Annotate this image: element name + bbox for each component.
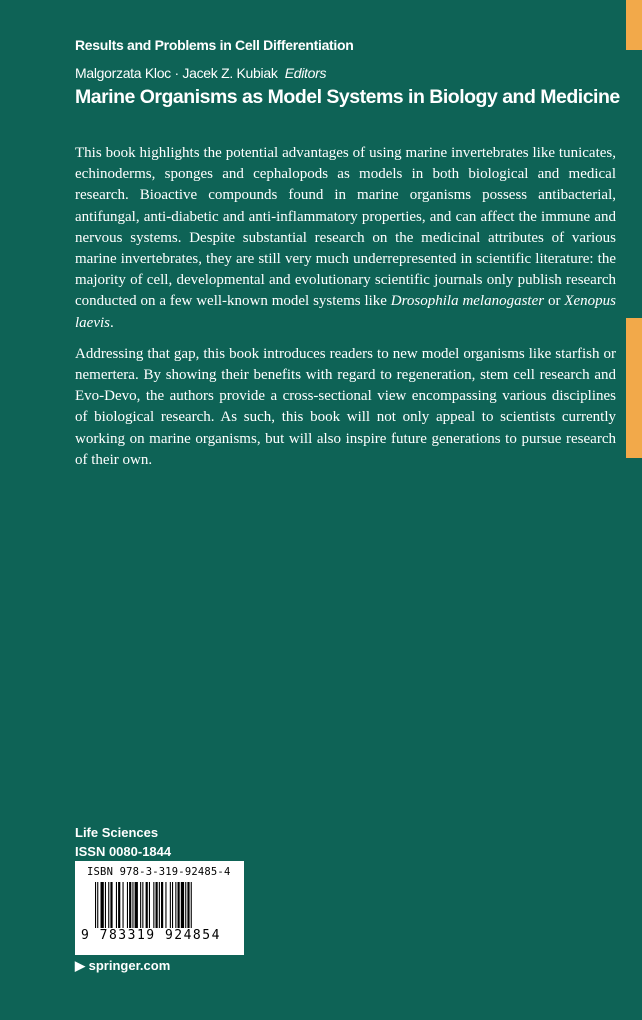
- editors-line: [75, 65, 326, 81]
- accent-tab-middle: [626, 318, 642, 458]
- editor-names: Malgorzata Kloc · Jacek Z. Kubiak: [75, 65, 278, 81]
- species-name: Xenopus laevis: [75, 293, 616, 331]
- paragraph-text: This book highlights the potential advantages of using marine invertebrates like tunicates, echinoderms, sponges and cephalopods as models in both biological and medical research. Bioactive compounds found in marine organisms possess antibacterial, antifungal, anti-diabetic and anti-inflammatory properties, and can affect the immune and nervous systems. Despite substantial research on the medicinal attributes of various marine invertebrates, they are still very much underrepresented in scientific literature: the majority of cell, developmental and evolutionary scientific journals only publish research conducted on a few well-known model systems like: [75, 145, 616, 310]
- barcode-digits: 9 783319 924854: [81, 928, 221, 943]
- website-text: springer.com: [88, 958, 171, 973]
- book-description: [75, 143, 616, 481]
- isbn-text: ISBN 978-3-319-92485-4: [87, 866, 231, 878]
- website-link[interactable]: ▶ springer.com: [75, 958, 171, 973]
- editors-role: Editors: [284, 65, 327, 81]
- book-title: Marine Organisms as Model Systems in Biology and Medicine: [75, 86, 620, 108]
- paragraph-text: or: [544, 293, 565, 310]
- subject-label: Life Sciences: [75, 825, 159, 840]
- species-name: Drosophila melanogaster: [390, 293, 545, 310]
- subject-info: [75, 823, 171, 861]
- description-paragraph-2: Addressing that gap, this book introduces readers to new model organisms like starfish or nemertera. By showing their benefits with regard to regeneration, stem cell research and Evo-Devo, the authors provide a cross-sectional view encompassing various disciplines of biological research. As such, this book will not only appeal to scientists currently working on marine organisms, but will also inspire future generations to pursue research of their own.: [75, 345, 616, 468]
- paragraph-text: .: [110, 314, 114, 331]
- description-paragraph-1: [75, 143, 616, 334]
- series-title: Results and Problems in Cell Differentiation: [75, 37, 354, 53]
- isbn-barcode: [75, 861, 244, 955]
- issn-label: ISSN 0080-1844: [75, 844, 172, 859]
- accent-tab-top: [626, 0, 642, 50]
